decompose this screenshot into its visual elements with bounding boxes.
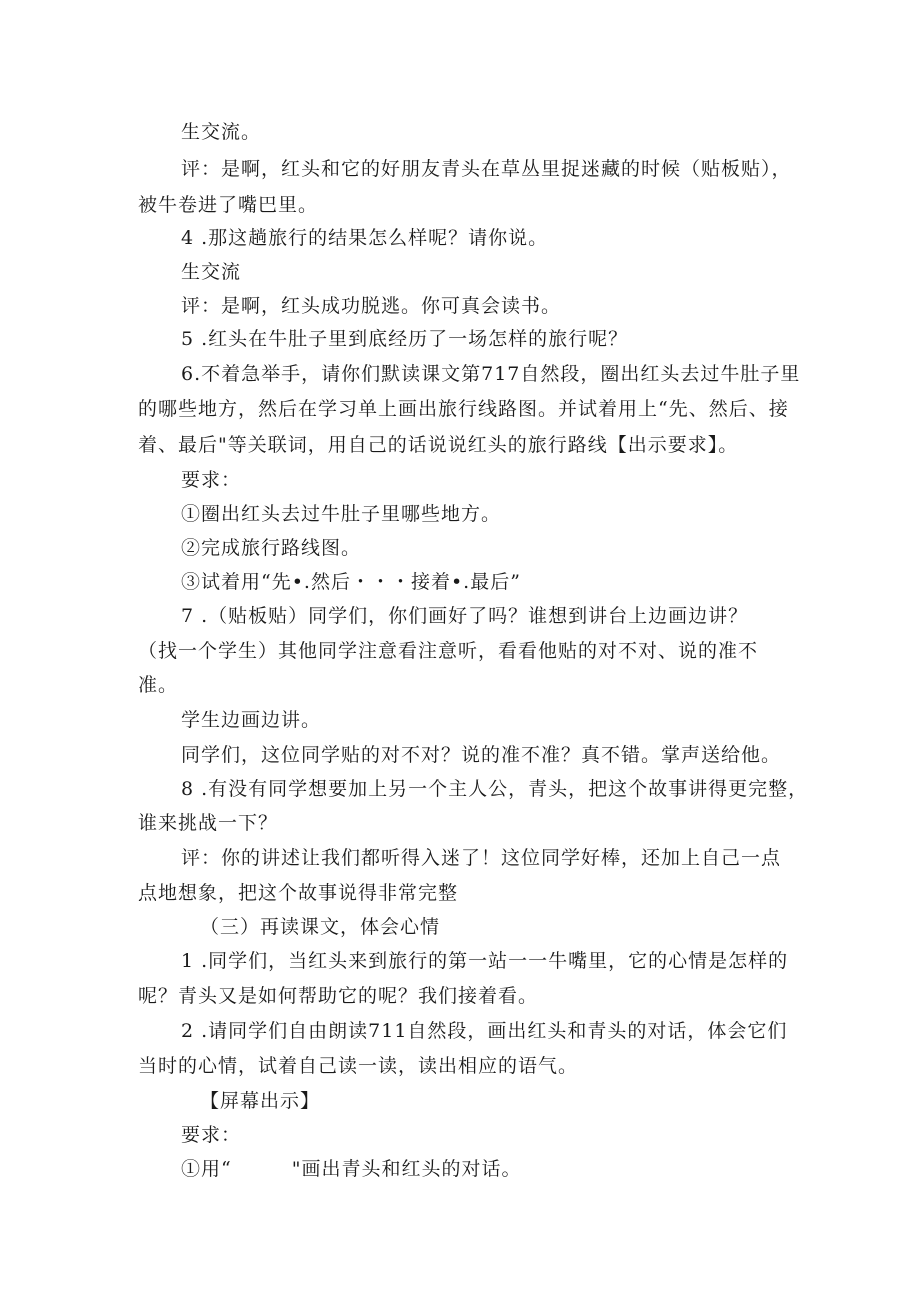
paragraph-line: 生交流 [181,261,242,283]
paragraph-line: 着、最后"等关联词，用自己的话说说红头的旅行路线【出示要求】。 [138,434,739,456]
paragraph-line: 呢？青头又是如何帮助它的呢？我们接着看。 [138,985,539,1007]
paragraph-line: 4 .那这趟旅行的结果怎么样呢？请你说。 [181,227,549,249]
paragraph-line: 8 .有没有同学想要加上另一个主人公，青头，把这个故事讲得更完整， [181,778,809,800]
paragraph-line: 要求： [181,1124,242,1146]
paragraph-line: 评：是啊，红头和它的好朋友青头在草丛里捉迷藏的时候（贴板贴）， [181,158,792,180]
paragraph-line: 同学们，这位同学贴的对不对？说的准不准？真不错。掌声送给他。 [181,744,782,766]
paragraph-line: 被牛卷进了嘴巴里。 [138,194,319,216]
paragraph-line: 1 .同学们，当红头来到旅行的第一站一一牛嘴里，它的心情是怎样的 [181,950,789,972]
paragraph-line: 5 .红头在牛肚子里到底经历了一场怎样的旅行呢？ [181,328,629,350]
paragraph-line: （找一个学生）其他同学注意看注意听，看看他贴的对不对、说的准不 [138,640,759,662]
paragraph-line: 学生边画边讲。 [181,709,322,731]
paragraph-line: 谁来挑战一下？ [138,812,279,834]
paragraph-line: 评：是啊，红头成功脱逃。你可真会读书。 [181,295,562,317]
paragraph-line: 的哪些地方，然后在学习单上画出旅行线路图。并试着用上“先、然后、接 [138,398,789,420]
paragraph-line: 6.不着急举手，请你们默读课文第717自然段，圈出红头去过牛肚子里 [181,363,801,385]
paragraph-line: ③试着用“先•.然后・・・接着•.最后” [181,571,521,593]
paragraph-line: 评：你的讲述让我们都听得入迷了！这位同学好棒，还加上自己一点 [181,847,782,869]
paragraph-line: 2 .请同学们自由朗读711自然段，画出红头和青头的对话，体会它们 [181,1020,788,1042]
paragraph-line: 生交流。 [181,121,262,143]
paragraph-line: 当时的心情，试着自己读一读，读出相应的语气。 [138,1055,579,1077]
paragraph-line: ②完成旅行路线图。 [181,537,362,559]
paragraph-line: 要求： [181,469,242,491]
paragraph-line: 点地想象，把这个故事说得非常完整 [138,882,459,904]
paragraph-line: 【屏幕出示】 [200,1090,321,1112]
paragraph-line: ①圈出红头去过牛肚子里哪些地方。 [181,503,502,525]
paragraph-line: ①用“ "画出青头和红头的对话。 [181,1158,522,1180]
paragraph-line: 7 .（贴板贴）同学们，你们画好了吗？谁想到讲台上边画边讲？ [181,605,749,627]
section-heading: （三）再读课文，体会心情 [200,916,441,938]
paragraph-line: 准。 [138,674,179,696]
